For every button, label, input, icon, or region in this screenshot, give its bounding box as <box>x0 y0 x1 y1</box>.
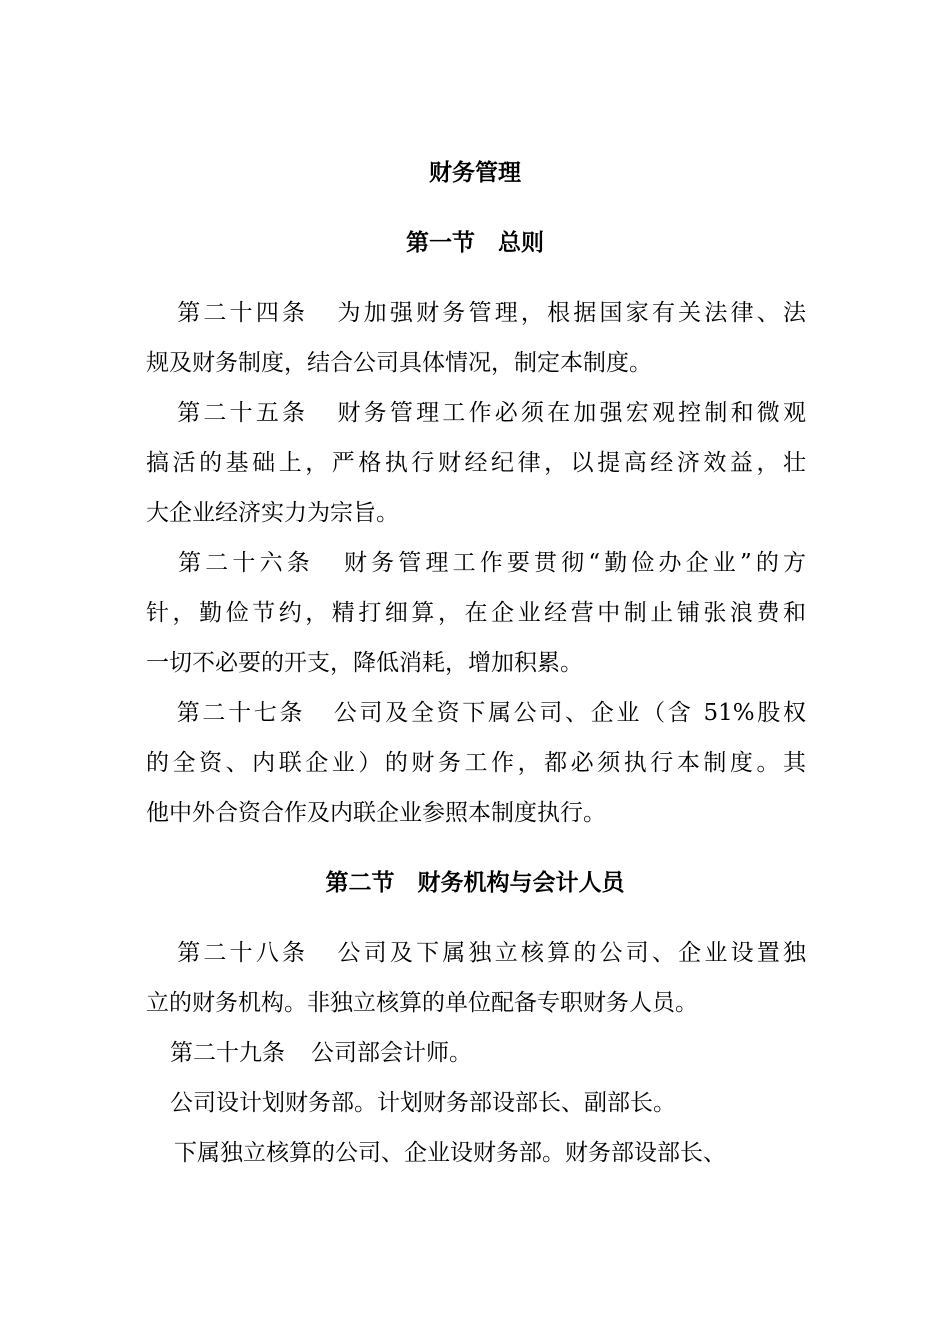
article-24-line-1 <box>146 298 806 328</box>
article-27-line-1 <box>146 698 806 728</box>
paragraph-finance-department <box>146 1088 806 1118</box>
article-number: 第二十七条 <box>174 700 306 726</box>
section-heading-2: 第二节 财务机构与会计人员 <box>325 870 625 896</box>
article-29-line-1 <box>146 1038 806 1068</box>
article-28-line-2: 立的财务机构。非独立核算的单位配备专职财务人员。 <box>146 990 698 1016</box>
article-text: 公司及全资下属公司、企业（含 51%股权 <box>331 700 806 726</box>
article-25-line-1 <box>146 398 806 428</box>
article-25-line-2: 搞活的基础上，严格执行财经纪律，以提高经济效益，壮 <box>146 450 806 476</box>
article-26-line-1 <box>146 548 806 578</box>
article-number: 第二十四条 <box>174 300 309 326</box>
article-26-line-3: 一切不必要的开支，降低消耗，增加积累。 <box>146 650 583 676</box>
article-number: 第二十八条 <box>174 940 309 966</box>
article-28-line-1 <box>146 938 806 968</box>
paragraph-text: 下属独立核算的公司、企业设财务部。财务部设部长、 <box>174 1140 726 1166</box>
article-26-line-2: 针，勤俭节约，精打细算，在企业经营中制止铺张浪费和 <box>146 600 806 626</box>
article-number: 第二十六条 <box>174 550 314 576</box>
article-27-line-2: 的全资、内联企业）的财务工作，都必须执行本制度。其 <box>146 750 806 776</box>
document-title: 财务管理 <box>429 160 521 186</box>
article-text: 公司部会计师。 <box>311 1040 472 1066</box>
article-number: 第二十九条 <box>170 1040 285 1066</box>
article-number: 第二十五条 <box>174 400 309 426</box>
article-text: 财务管理工作要贯彻“勤俭办企业”的方 <box>339 550 806 576</box>
paragraph-text: 公司设计划财务部。计划财务部设部长、副部长。 <box>170 1090 676 1116</box>
section-heading-1: 第一节 总则 <box>406 230 544 256</box>
article-25-line-3: 大企业经济实力为宗旨。 <box>146 500 399 526</box>
article-24-line-2: 规及财务制度，结合公司具体情况，制定本制度。 <box>146 350 652 376</box>
article-text: 为加强财务管理，根据国家有关法律、法 <box>334 300 806 326</box>
paragraph-subsidiary-finance <box>146 1138 806 1168</box>
article-27-line-3: 他中外合资合作及内联企业参照本制度执行。 <box>146 800 606 826</box>
article-text: 财务管理工作必须在加强宏观控制和微观 <box>334 400 806 426</box>
article-text: 公司及下属独立核算的公司、企业设置独 <box>334 940 806 966</box>
